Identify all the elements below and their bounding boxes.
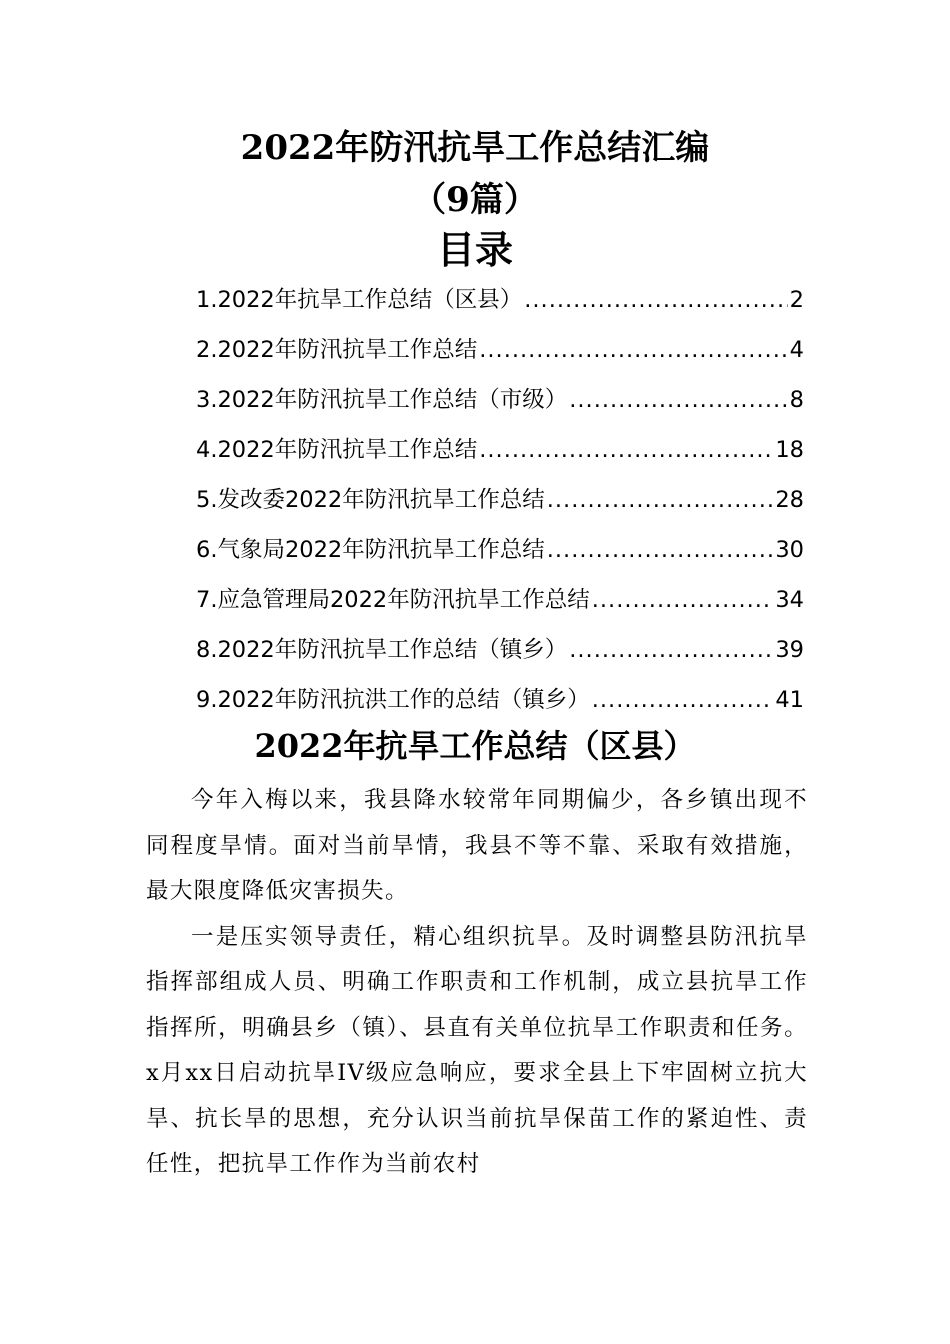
toc-page-number: 2 xyxy=(789,287,804,313)
toc-page-number: 30 xyxy=(775,537,804,563)
toc-entry-1[interactable] xyxy=(196,280,804,330)
toc-dot-leader xyxy=(479,430,773,470)
section-body xyxy=(146,778,808,1188)
toc-page-number: 39 xyxy=(775,637,804,663)
toc-dot-leader xyxy=(547,530,774,570)
toc-entry-label: 1.2022年抗旱工作总结（区县） xyxy=(196,287,523,313)
toc-entry-4[interactable] xyxy=(196,430,804,480)
toc-dot-leader xyxy=(569,380,787,420)
toc-entry-label: 7.应急管理局2022年防汛抗旱工作总结 xyxy=(196,587,590,613)
toc-entry-label: 8.2022年防汛抗旱工作总结（镇乡） xyxy=(196,637,568,663)
document-count-label: （9篇） xyxy=(412,180,538,220)
toc-dot-leader xyxy=(592,680,774,720)
toc-entry-2[interactable] xyxy=(196,330,804,380)
body-paragraph: 今年入梅以来，我县降水较常年同期偏少，各乡镇出现不同程度旱情。面对当前旱情，我县不等不靠、采取有效措施，最大限度降低灾害损失。 xyxy=(146,787,808,904)
section-title: 2022年抗旱工作总结（区县） xyxy=(254,727,696,765)
toc-page-number: 18 xyxy=(775,437,804,463)
toc-dot-leader xyxy=(479,330,787,370)
toc-entry-8[interactable] xyxy=(196,630,804,680)
toc-entry-label: 4.2022年防汛抗旱工作总结 xyxy=(196,437,478,463)
toc-page-number: 34 xyxy=(775,587,804,613)
toc-page-number: 28 xyxy=(775,487,804,513)
toc-entry-label: 6.气象局2022年防汛抗旱工作总结 xyxy=(196,537,545,563)
toc-heading: 目录 xyxy=(436,227,513,272)
toc-page-number: 8 xyxy=(789,387,804,413)
toc-entry-label: 9.2022年防汛抗洪工作的总结（镇乡） xyxy=(196,687,590,713)
toc-entry-3[interactable] xyxy=(196,380,804,430)
toc-entry-5[interactable] xyxy=(196,480,804,530)
toc-entry-6[interactable] xyxy=(196,530,804,580)
toc-entry-label: 2.2022年防汛抗旱工作总结 xyxy=(196,337,478,363)
toc-page-number: 4 xyxy=(789,337,804,363)
body-paragraph: 一是压实领导责任，精心组织抗旱。及时调整县防汛抗旱指挥部组成人员、明确工作职责和工作机制，成立县抗旱工作指挥所，明确县乡（镇）、县直有关单位抗旱工作职责和任务。x月xx日启动抗旱IV级应急响应，要求全县上下牢固树立抗大旱、抗长旱的思想，充分认识当前抗旱保苗工作的紧迫性、责任性，把抗旱工作作为当前农村 xyxy=(146,923,808,1177)
document-title: 2022年防汛抗旱工作总结汇编 xyxy=(240,128,710,168)
toc-page-number: 41 xyxy=(775,687,804,713)
toc-dot-leader xyxy=(592,580,774,620)
table-of-contents xyxy=(196,280,804,730)
toc-dot-leader xyxy=(524,280,787,320)
toc-dot-leader xyxy=(547,480,774,520)
toc-entry-7[interactable] xyxy=(196,580,804,630)
toc-entry-label: 3.2022年防汛抗旱工作总结（市级） xyxy=(196,387,568,413)
toc-entry-label: 5.发改委2022年防汛抗旱工作总结 xyxy=(196,487,545,513)
toc-dot-leader xyxy=(569,630,773,670)
toc-entry-9[interactable] xyxy=(196,680,804,730)
